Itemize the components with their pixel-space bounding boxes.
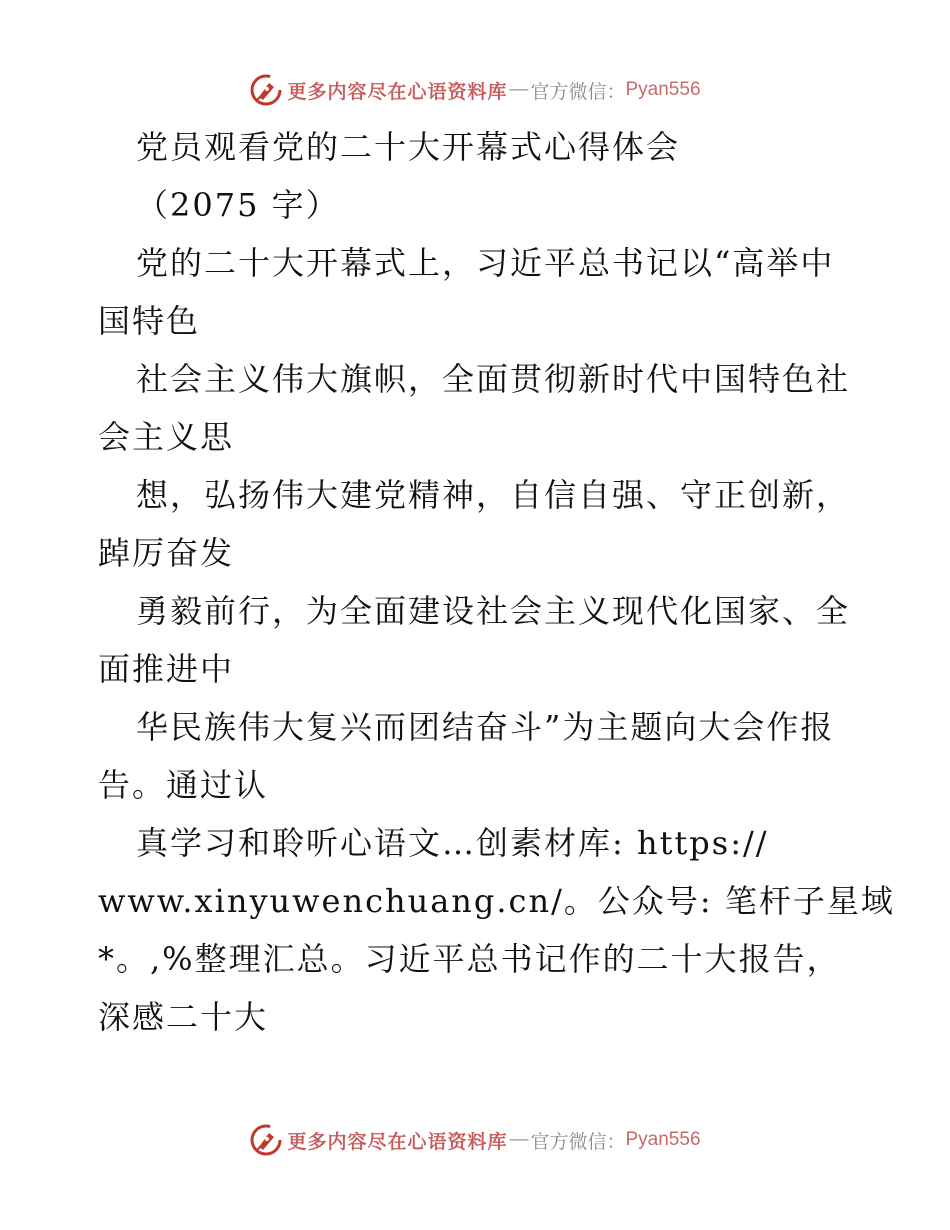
- text-line: 想，弘扬伟大建党精神，自信自强、守正创新，: [136, 476, 851, 514]
- document-title: 党员观看党的二十大开幕式心得体会: [136, 128, 681, 166]
- text-line: 党的二十大开幕式上，习近平总书记以“高举中: [136, 244, 835, 282]
- text-line: 告。通过认: [98, 766, 269, 804]
- text-line: 勇毅前行，为全面建设社会主义现代化国家、全: [136, 592, 851, 630]
- header-banner: [0, 70, 950, 110]
- document-body: [98, 118, 895, 1046]
- pen-nib-logo-icon: [249, 73, 283, 107]
- text-line: 会主义思: [98, 418, 235, 456]
- text-line: 踔厉奋发: [98, 534, 235, 572]
- text-line: 国特色: [98, 302, 201, 340]
- banner-wechat-id: Pyan556: [625, 1129, 701, 1150]
- banner-wechat-label: 官方微信：: [530, 80, 626, 103]
- banner-text: 更多内容尽在心语资料库: [287, 1130, 508, 1153]
- banner-separator: —: [509, 79, 529, 100]
- banner-text: 更多内容尽在心语资料库: [287, 80, 508, 103]
- text-line: 社会主义伟大旗帜，全面贯彻新时代中国特色社: [136, 360, 851, 398]
- word-count: （2075 字）: [136, 186, 340, 224]
- banner-wechat-id: Pyan556: [625, 79, 701, 100]
- pen-nib-logo-icon: [249, 1123, 283, 1157]
- text-line: 真学习和聆听心语文…创素材库: https://: [136, 824, 769, 862]
- banner-wechat-label: 官方微信：: [530, 1130, 626, 1153]
- text-line: 华民族伟大复兴而团结奋斗”为主题向大会作报: [136, 708, 835, 746]
- text-line: www.xinyuwenchuang.cn/。公众号: 笔杆子星域: [98, 882, 895, 920]
- text-line: 深感二十大: [98, 998, 269, 1036]
- text-line: *。,%整理汇总。习近平总书记作的二十大报告，: [98, 940, 841, 978]
- footer-banner: [0, 1120, 950, 1160]
- text-line: 面推进中: [98, 650, 235, 688]
- banner-separator: —: [509, 1129, 529, 1150]
